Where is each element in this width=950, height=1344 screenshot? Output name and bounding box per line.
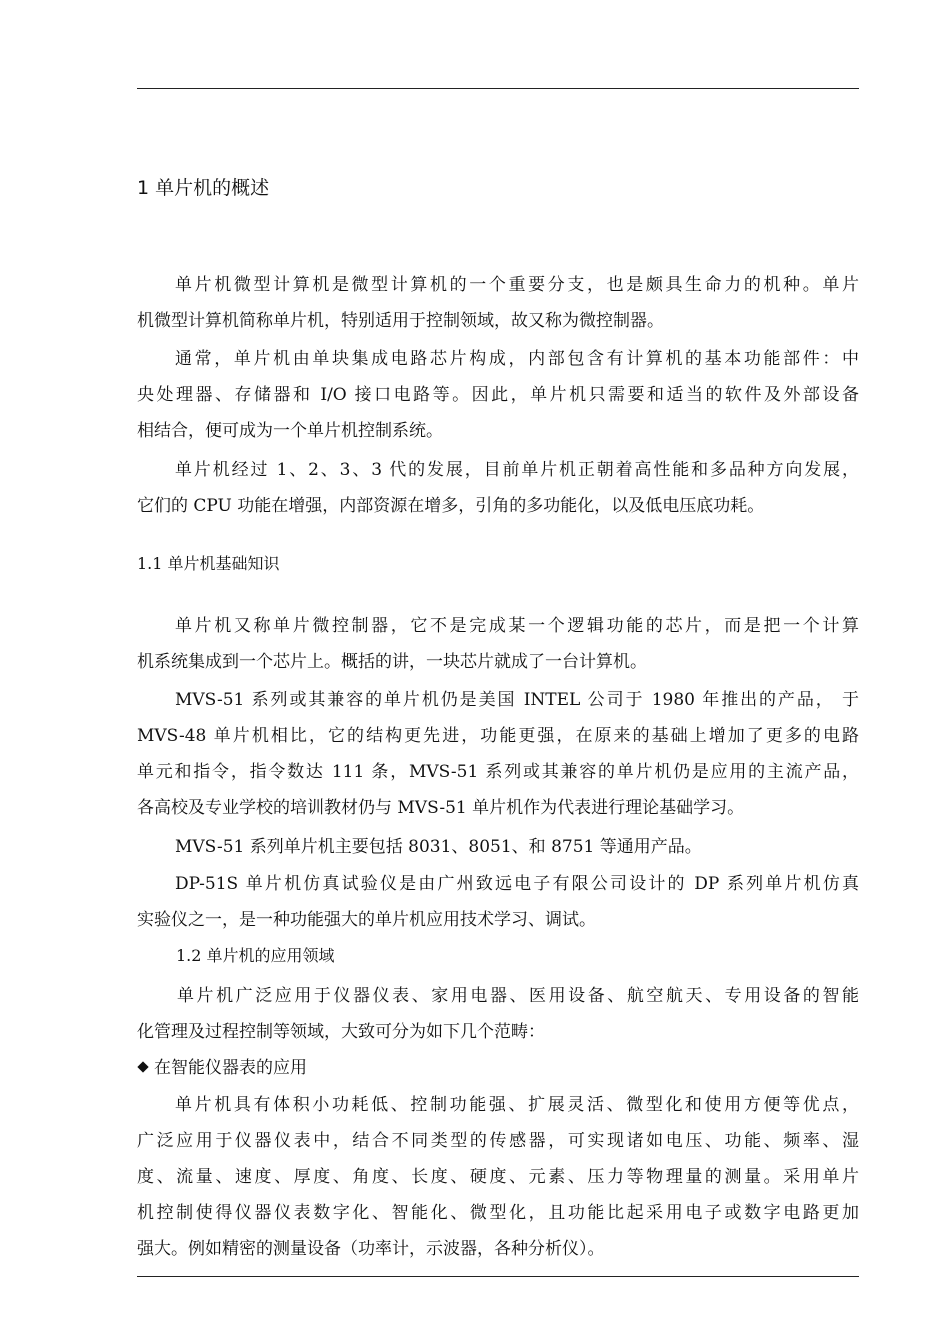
- section-heading-1-1: 1.1 单片机基础知识: [137, 554, 280, 573]
- text-line: 单片机具有体积小功耗低、控制功能强、扩展灵活、微型化和使用方便等优点，: [175, 1095, 859, 1115]
- text-line: 通常，单片机由单块集成电路芯片构成，内部包含有计算机的基本功能部件：中: [175, 349, 859, 369]
- bullet-text: 在智能仪器表的应用: [154, 1058, 307, 1078]
- diamond-bullet-icon: [137, 1061, 148, 1072]
- text-line: 单片机经过 1、2、3、3 代的发展，目前单片机正朝着高性能和多品种方向发展，: [175, 460, 859, 480]
- text-line: MVS-51 系列单片机主要包括 8031、8051、和 8751 等通用产品。: [175, 837, 702, 857]
- paragraph-basics-3: [137, 829, 859, 865]
- text-line: MVS-48 单片机相比，它的结构更先进，功能更强，在原来的基础上增加了更多的电路: [137, 726, 859, 746]
- text-line: 化管理及过程控制等领域，大致可分为如下几个范畴：: [137, 1022, 545, 1042]
- text-line: 机系统集成到一个芯片上。概括的讲，一块芯片就成了一台计算机。: [137, 652, 647, 672]
- text-line: 单片机微型计算机是微型计算机的一个重要分支，也是颇具生命力的机种。单片: [175, 275, 859, 295]
- text-line: 它们的 CPU 功能在增强，内部资源在增多，引角的多功能化，以及低电压底功耗。: [137, 496, 765, 516]
- section-heading-1-2: 1.2 单片机的应用领域: [176, 946, 335, 965]
- text-line: 单片机广泛应用于仪器仪表、家用电器、医用设备、航空航天、专用设备的智能: [177, 986, 859, 1006]
- text-line: 相结合，便可成为一个单片机控制系统。: [137, 421, 443, 441]
- paragraph-intro-1: [137, 267, 859, 339]
- chapter-heading: 1 单片机的概述: [137, 177, 270, 199]
- text-line: DP-51S 单片机仿真试验仪是由广州致远电子有限公司设计的 DP 系列单片机仿真: [175, 874, 859, 894]
- text-line: 机控制使得仪器仪表数字化、智能化、微型化，且功能比起采用电子或数字电路更加: [137, 1203, 859, 1223]
- text-line: 强大。例如精密的测量设备（功率计，示波器，各种分析仪）。: [137, 1239, 605, 1259]
- text-line: 实验仪之一，是一种功能强大的单片机应用技术学习、调试。: [137, 910, 596, 930]
- paragraph-applications-2: [137, 1087, 859, 1267]
- text-line: 度、流量、速度、厚度、角度、长度、硬度、元素、压力等物理量的测量。采用单片: [137, 1167, 859, 1187]
- text-line: 单片机又称单片微控制器，它不是完成某一个逻辑功能的芯片，而是把一个计算: [175, 616, 859, 636]
- paragraph-intro-2: [137, 341, 859, 449]
- text-line: 广泛应用于仪器仪表中，结合不同类型的传感器，可实现诸如电压、功能、频率、湿: [137, 1131, 859, 1151]
- footer-rule: [137, 1276, 859, 1277]
- text-line: MVS-51 系列或其兼容的单片机仍是美国 INTEL 公司于 1980 年推出的产品， 于: [175, 690, 859, 710]
- paragraph-intro-3: [137, 452, 859, 524]
- text-line: 单元和指令，指令数达 111 条，MVS-51 系列或其兼容的单片机仍是应用的主流产品，: [137, 762, 859, 782]
- text-line: 央处理器、存储器和 I/O 接口电路等。因此，单片机只需要和适当的软件及外部设备: [137, 385, 859, 405]
- paragraph-basics-4: [137, 866, 859, 938]
- paragraph-basics-2: [137, 682, 859, 826]
- text-line: 各高校及专业学校的培训教材仍与 MVS-51 单片机作为代表进行理论基础学习。: [137, 798, 745, 818]
- header-rule: [137, 88, 859, 89]
- paragraph-basics-1: [137, 608, 859, 680]
- paragraph-applications-1: [137, 978, 859, 1050]
- text-line: 机微型计算机简称单片机，特别适用于控制领域，故又称为微控制器。: [137, 311, 664, 331]
- bullet-item: [139, 1052, 307, 1084]
